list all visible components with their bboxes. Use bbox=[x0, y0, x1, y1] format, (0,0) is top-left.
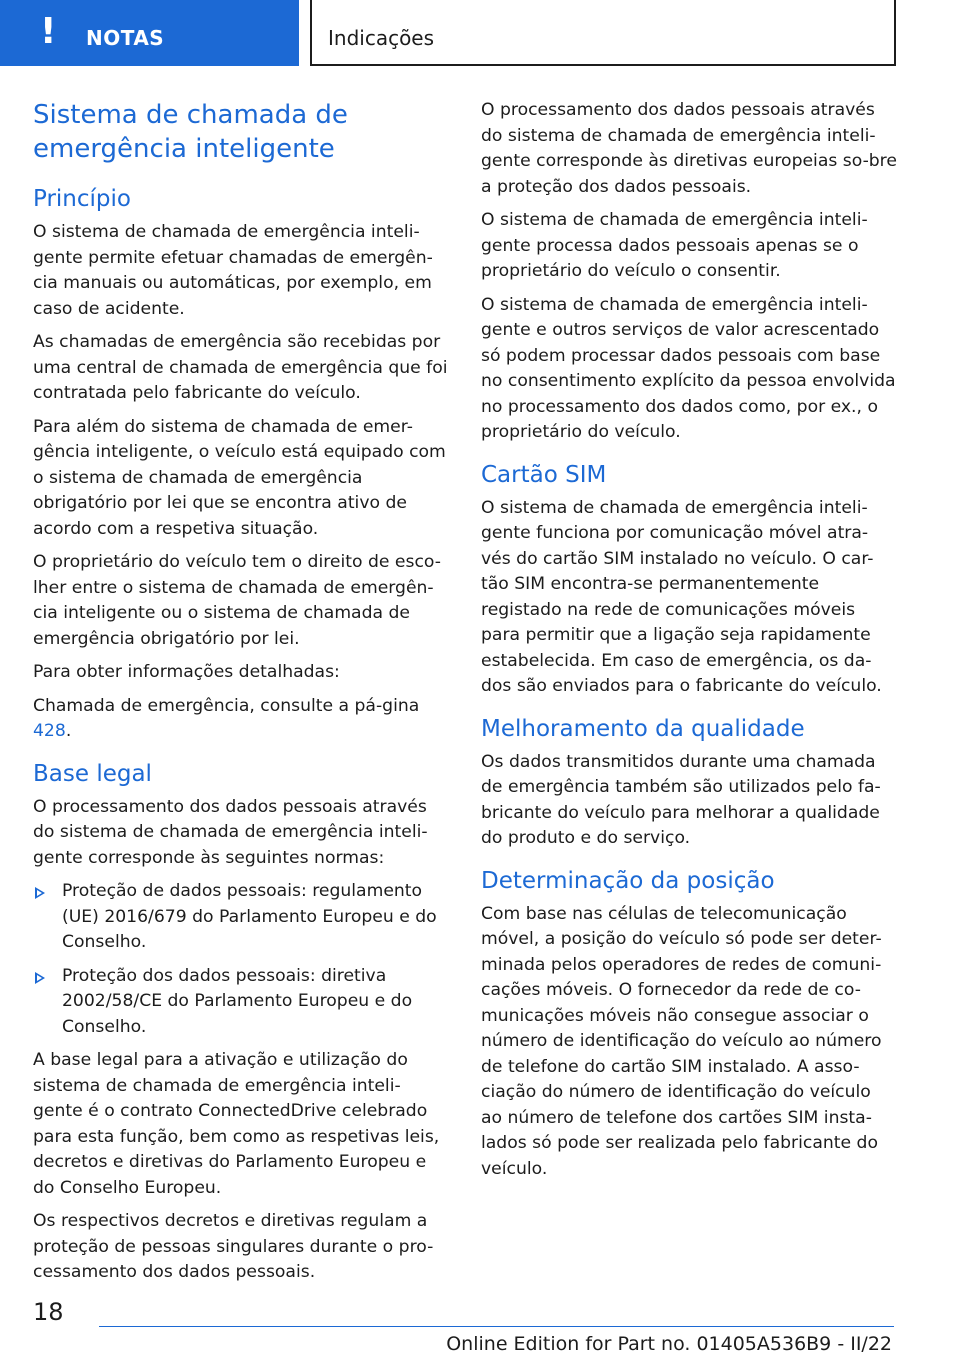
page-number: 18 bbox=[33, 1298, 64, 1326]
exclamation-icon: ! bbox=[40, 11, 57, 52]
section-header bbox=[310, 0, 896, 66]
heading-determinacao-posicao: Determinação da posição bbox=[481, 867, 775, 894]
footer-edition: Online Edition for Part no. 01405A536B9 - II/22 bbox=[446, 1333, 892, 1355]
heading-melhoramento-qualidade: Melhoramento da qualidade bbox=[481, 715, 805, 742]
paragraph: Para obter informações detalhadas: bbox=[33, 662, 340, 682]
right-column bbox=[481, 98, 897, 1190]
paragraph: O processamento dos dados pessoais através do sistema de chamada de emergência inteli-gente corresponde às seguintes normas: bbox=[33, 796, 428, 868]
triangle-bullet-icon bbox=[35, 887, 45, 899]
triangle-bullet-icon bbox=[35, 972, 45, 984]
list-item-text: Proteção de dados pessoais: regulamento (UE) 2016/679 do Parlamento Europeu e do Conselho. bbox=[62, 881, 437, 952]
chapter-label: NOTAS bbox=[86, 26, 165, 50]
paragraph: A base legal para a ativação e utilização do sistema de chamada de emergência inteli-gente é o contrato ConnectedDrive celebrado para esta função, bem como as respetivas leis, decretos e diretivas do Parlamento Europeu e do Conselho Europeu. bbox=[33, 1050, 440, 1198]
paragraph: Os respectivos decretos e diretivas regulam a proteção de pessoas singulares durante o pro-cessamento dos dados pessoais. bbox=[33, 1211, 434, 1282]
paragraph: As chamadas de emergência são recebidas por uma central de chamada de emergência que foi contratada pelo fabricante do veículo. bbox=[33, 332, 448, 403]
paragraph: O proprietário do veículo tem o direito de esco-lher entre o sistema de chamada de emergên-cia inteligente ou o sistema de chamada de emergência obrigatório por lei. bbox=[33, 552, 441, 649]
paragraph: O sistema de chamada de emergência inteli-gente e outros serviços de valor acrescentado só podem processar dados pessoais com base no consentimento explícito da pessoa envolvida no processamento dos dados como, por ex., o proprietário do veículo. bbox=[481, 294, 896, 442]
cross-reference bbox=[33, 694, 449, 745]
list-item bbox=[33, 879, 449, 956]
list-item bbox=[33, 964, 449, 1041]
norms-list bbox=[33, 879, 449, 1040]
cross-reference-end: . bbox=[65, 721, 72, 741]
page-title: Sistema de chamada de emergência inteligente bbox=[33, 100, 348, 164]
heading-base-legal: Base legal bbox=[33, 760, 152, 787]
paragraph: O sistema de chamada de emergência inteli-gente funciona por comunicação móvel atra-vés do cartão SIM instalado no veículo. O car-tão SIM encontra-se permanentemente registado na rede de comunicações móveis para permitir que a ligação seja rapidamente estabelecida. Em caso de emergência, os da-dos são enviados para o fabricante do veículo. bbox=[481, 497, 882, 696]
page-link[interactable]: 428 bbox=[33, 721, 66, 741]
list-item-text: Proteção dos dados pessoais: diretiva 2002/58/CE do Parlamento Europeu e do Conselho. bbox=[62, 965, 413, 1037]
heading-principio: Princípio bbox=[33, 186, 131, 212]
heading-cartao-sim: Cartão SIM bbox=[481, 461, 607, 488]
section-title: Indicações bbox=[328, 26, 435, 50]
footer-divider bbox=[99, 1326, 894, 1327]
cross-reference-text: Chamada de emergência, consulte a pá-gina bbox=[33, 695, 420, 716]
paragraph: O processamento dos dados pessoais através do sistema de chamada de emergência inteli-gente corresponde às diretivas europeias so-bre a proteção dos dados pessoais. bbox=[481, 100, 897, 197]
paragraph: Com base nas células de telecomunicação móvel, a posição do veículo só pode ser deter-minada pelos operadores de redes de comuni-cações móveis. O fornecedor da rede de co-municações móveis não consegue associar o número de identificação do veículo ao número de telefone do cartão SIM instalado. A asso-ciação do número de identificação do veículo ao número de telefone dos cartões SIM insta-lados só pode ser realizada pelo fabricante do veículo. bbox=[481, 903, 882, 1179]
header-tab bbox=[0, 0, 299, 66]
left-column bbox=[33, 98, 449, 1294]
paragraph: O sistema de chamada de emergência inteli-gente processa dados pessoais apenas se o proprietário do veículo o consentir. bbox=[481, 210, 868, 281]
paragraph: Os dados transmitidos durante uma chamada de emergência também são utilizados pelo fa-bricante do veículo para melhorar a qualidade do produto e do serviço. bbox=[481, 751, 881, 848]
paragraph: O sistema de chamada de emergência inteli-gente permite efetuar chamadas de emergên-cia manuais ou automáticas, por exemplo, em caso de acidente. bbox=[33, 222, 433, 319]
paragraph: Para além do sistema de chamada de emer-gência inteligente, o veículo está equipado com o sistema de chamada de emergência obrigatório por lei que se encontra ativo de acordo com a respetiva situação. bbox=[33, 416, 446, 539]
